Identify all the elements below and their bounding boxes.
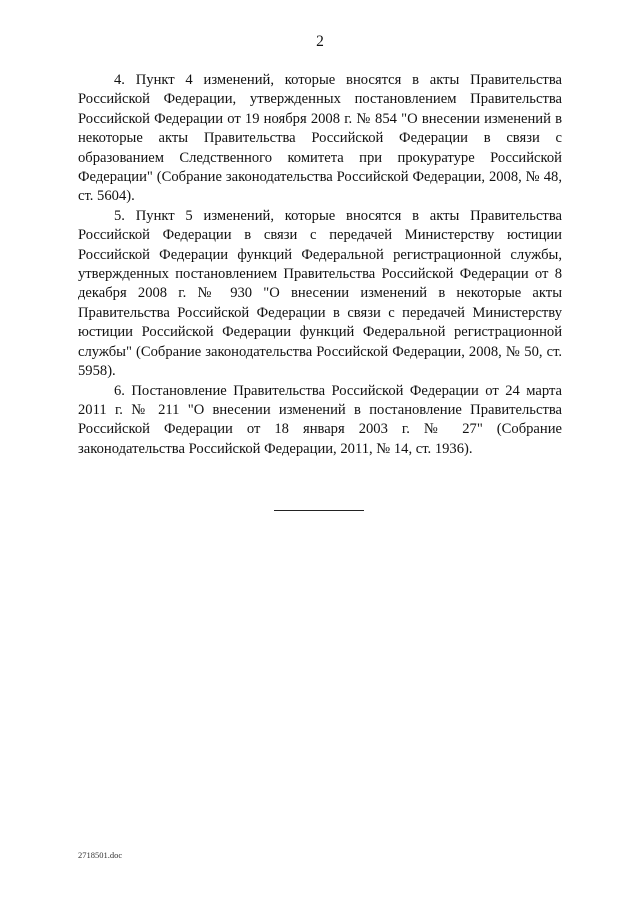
paragraph-item-6: 6. Постановление Правительства Российской Федерации от 24 марта 2011 г. № 211 "О внесении изменений в постановление Правительства Российской Федерации от 18 января 2003 г. № 27" (Собрание законодательства Российской Федерации, 2011, № 14, ст. 1936). [78,382,562,457]
document-body [78,71,562,459]
paragraph-item-4: 4. Пункт 4 изменений, которые вносятся в акты Правительства Российской Федерации, утвержденных постановлением Правительства Российской Федерации от 19 ноября 2008 г. № 854 "О внесении изменений в некоторые акты Правительства Российской Федерации в связи с образованием Следственного комитета при прокуратуре Российской Федерации" (Собрание законодательства Российской Федерации, 2008, № 48, ст. 5604). [78,72,562,205]
paragraph-item-5: 5. Пункт 5 изменений, которые вносятся в акты Правительства Российской Федерации в связи с передачей Министерству юстиции Российской Федерации функций Федеральной регистрационной службы, утвержденных постановлением Правительства Российской Федерации от 8 декабря 2008 г. № 930 "О внесении изменений в некоторые акты Правительства Российской Федерации в связи с передачей Министерству юстиции Российской Федерации функций Федеральной регистрационной службы" (Собрание законодательства Российской Федерации, 2008, № 50, ст. 5958). [78,207,562,380]
footer-file-name: 2718501.doc [78,850,123,860]
end-separator-line [274,510,364,511]
page-number: 2 [316,33,324,50]
